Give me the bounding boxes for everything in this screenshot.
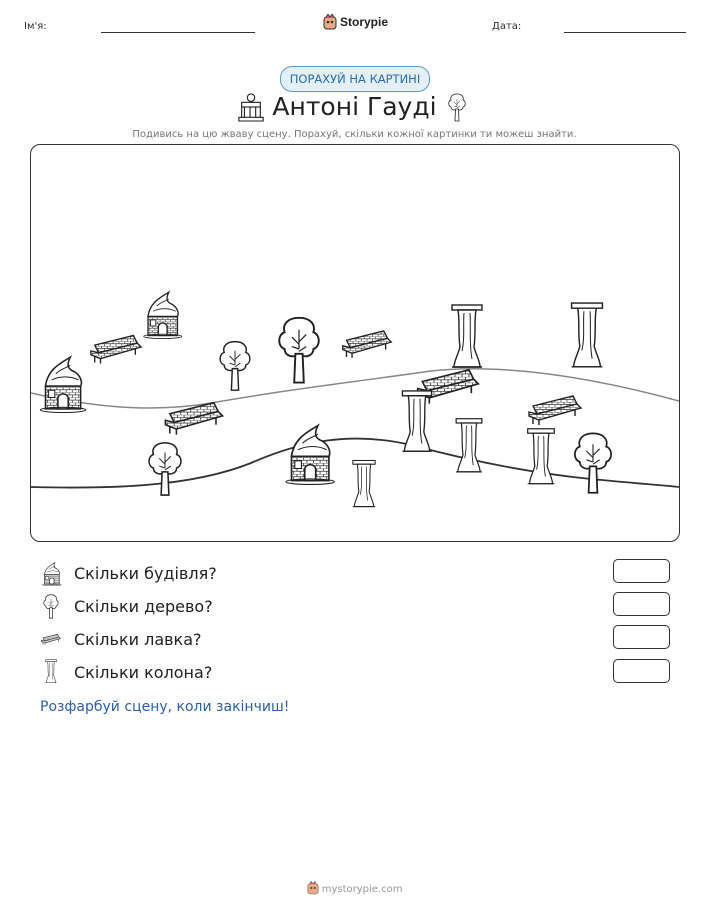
- name-line[interactable]: [101, 32, 255, 33]
- question-text: Скільки будівля?: [74, 563, 217, 583]
- counting-scene: [30, 144, 680, 542]
- name-label: Ім'я:: [24, 21, 47, 32]
- count-badge: ПОРАХУЙ НА КАРТИНІ: [280, 66, 430, 92]
- tree-2: [279, 318, 319, 383]
- answer-box-trees[interactable]: [613, 592, 670, 616]
- back-hill-line: [31, 369, 679, 408]
- tree-icon: [447, 92, 467, 122]
- bench-4: [418, 370, 479, 404]
- question-text: Скільки колона?: [74, 662, 213, 682]
- storypie-mascot-icon: [307, 881, 319, 895]
- column-1: [452, 305, 482, 367]
- tree-1: [220, 342, 250, 391]
- instructions: Подивись на цю жваву сцену. Порахуй, скільки кожної картинки ти можеш знайти.: [132, 129, 577, 140]
- question-text: Скільки лавка?: [74, 629, 202, 649]
- bench-2: [343, 331, 392, 358]
- question-benches: [40, 626, 202, 652]
- brand-logo: [323, 14, 388, 30]
- storypie-mascot-icon: [323, 14, 337, 30]
- date-label: Дата:: [492, 21, 522, 32]
- answer-box-benches[interactable]: [613, 625, 670, 649]
- house-1: [144, 292, 182, 338]
- footer: [0, 881, 709, 895]
- brand-name: Storypie: [340, 15, 389, 29]
- answer-box-buildings[interactable]: [613, 559, 670, 583]
- coloring-note: Розфарбуй сцену, коли закінчиш!: [40, 699, 290, 715]
- house-icon: [40, 560, 62, 586]
- column-5: [528, 429, 555, 484]
- footer-url[interactable]: mystorypie.com: [321, 884, 403, 895]
- house-3: [286, 426, 334, 485]
- scene-illustration: [31, 145, 679, 541]
- tree-4: [575, 433, 611, 492]
- bench-1: [91, 335, 141, 363]
- house-2: [40, 357, 85, 412]
- question-buildings: [40, 560, 217, 586]
- tree-icon: [40, 593, 62, 619]
- question-columns: [40, 659, 212, 685]
- column-4: [456, 419, 482, 472]
- bench-icon: [40, 626, 62, 652]
- bench-5: [529, 396, 581, 425]
- answer-box-columns[interactable]: [613, 659, 670, 683]
- column-3: [402, 391, 431, 451]
- column-2: [572, 303, 603, 367]
- column-icon: [40, 659, 62, 685]
- tree-3: [149, 443, 181, 495]
- date-line[interactable]: [564, 32, 686, 33]
- question-text: Скільки дерево?: [74, 596, 213, 616]
- question-trees: [40, 593, 213, 619]
- column-6: [353, 460, 375, 506]
- page-title: Антоні Гауді: [272, 92, 437, 121]
